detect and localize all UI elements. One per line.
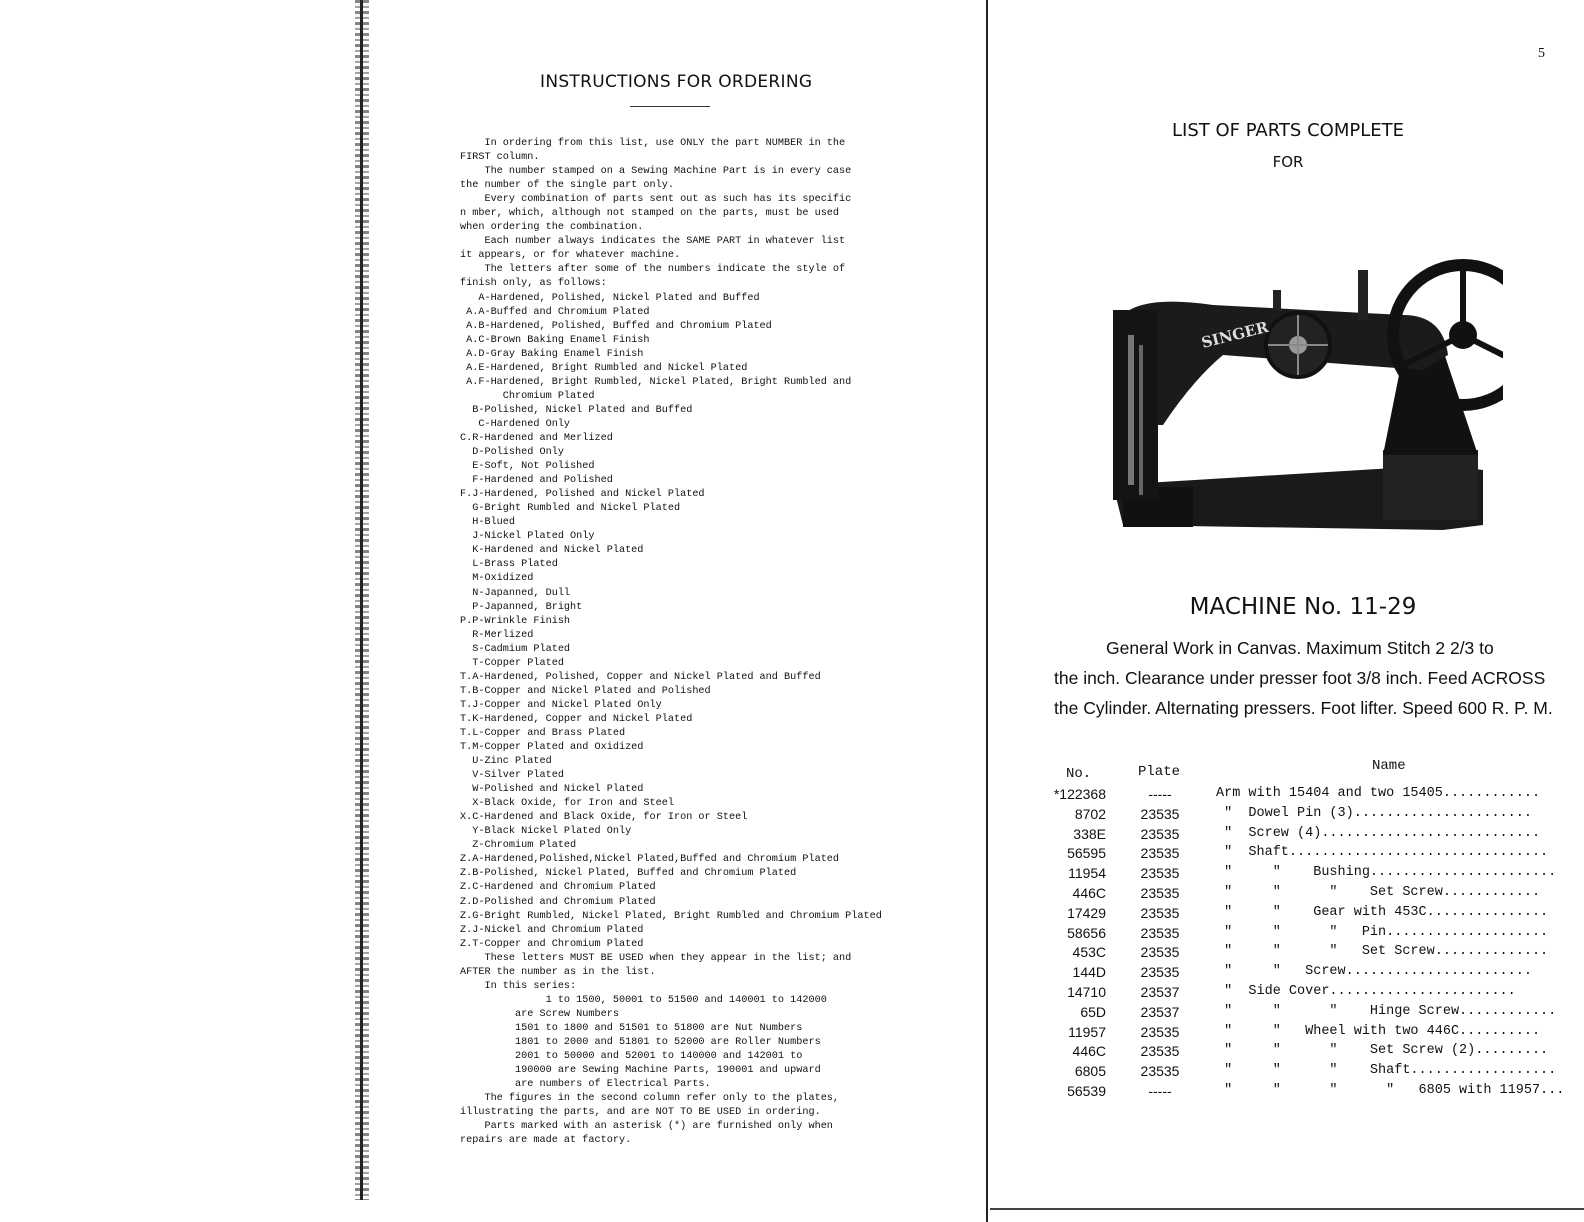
instruction-line: Z.G-Bright Rumbled, Nickel Plated, Bright Rumbled and Chromium Plated <box>460 910 882 922</box>
instruction-line: G-Bright Rumbled and Nickel Plated <box>460 503 681 515</box>
instruction-line: A.F-Hardened, Bright Rumbled, Nickel Plated, Bright Rumbled and <box>460 376 852 388</box>
part-name-cell: " " Wheel with two 446C.......... <box>1216 1023 1541 1039</box>
part-number-cell: 58656 <box>1067 924 1106 941</box>
instruction-line: Chromium Plated <box>460 390 595 402</box>
instruction-line: The number stamped on a Sewing Machine Part is in every case <box>460 166 852 178</box>
part-name-cell: " " " " 6805 with 11957... <box>1216 1082 1565 1098</box>
instruction-line: V-Silver Plated <box>460 770 564 782</box>
part-name-cell: " " Bushing....................... <box>1216 865 1557 881</box>
instruction-line: A.C-Brown Baking Enamel Finish <box>460 334 650 346</box>
instruction-line: X-Black Oxide, for Iron and Steel <box>460 798 674 810</box>
instruction-line: R-Merlized <box>460 629 534 641</box>
plate-cell: 23535 <box>1140 845 1180 862</box>
instruction-line: Y-Black Nickel Plated Only <box>460 826 632 838</box>
instruction-line: X.C-Hardened and Black Oxide, for Iron or Steel <box>460 812 748 824</box>
plate-cell: 23537 <box>1140 983 1180 1000</box>
instruction-line: T.L-Copper and Brass Plated <box>460 727 626 739</box>
plate-cell: 23535 <box>1140 865 1180 882</box>
part-name-cell: " " " Pin.................... <box>1216 924 1549 940</box>
part-name-cell: " Shaft................................ <box>1216 845 1549 861</box>
instruction-line: In ordering from this list, use ONLY the part NUMBER in the <box>460 138 846 149</box>
right-page <box>988 0 1584 1222</box>
instruction-line: n mber, which, although not stamped on the parts, must be used <box>460 208 840 220</box>
part-number-cell: 11957 <box>1068 1023 1106 1040</box>
instruction-line: U-Zinc Plated <box>460 756 552 768</box>
part-number-cell: 6805 <box>1074 1063 1106 1080</box>
instructions-text <box>460 137 882 1148</box>
plate-cell: 23535 <box>1140 825 1180 842</box>
plate-cell: 23535 <box>1140 884 1180 901</box>
part-number-cell: 65D <box>1080 1003 1106 1020</box>
instruction-line: P.P-Wrinkle Finish <box>460 615 571 627</box>
instruction-line: 190000 are Sewing Machine Parts, 190001 and upward <box>460 1065 821 1077</box>
instruction-line: are numbers of Electrical Parts. <box>460 1079 711 1091</box>
instruction-line: C.R-Hardened and Merlized <box>460 432 613 444</box>
plate-cell: 23535 <box>1140 1063 1180 1080</box>
instruction-line: E-Soft, Not Polished <box>460 461 595 473</box>
plate-cell: 23535 <box>1140 1043 1180 1060</box>
instruction-line: The figures in the second column refer only to the plates, <box>460 1093 840 1105</box>
instruction-line: W-Polished and Nickel Plated <box>460 784 644 796</box>
plate-cell: 23537 <box>1140 1003 1180 1020</box>
instruction-line: FIRST column. <box>460 152 540 164</box>
left-page <box>380 0 980 1222</box>
instruction-line: Every combination of parts sent out as such has its specific <box>460 194 852 206</box>
part-number-cell: 8702 <box>1074 805 1106 822</box>
instruction-line: S-Cadmium Plated <box>460 643 571 655</box>
instruction-line: These letters MUST BE USED when they appear in the list; and <box>460 952 852 964</box>
description-line-2: the inch. Clearance under presser foot 3/8 inch. Feed ACROSS <box>1054 668 1546 688</box>
part-name-cell: " Screw (4)........................... <box>1216 825 1541 841</box>
heading-rule <box>630 106 710 107</box>
plate-cell: 23535 <box>1140 924 1180 941</box>
instruction-line: Z.J-Nickel and Chromium Plated <box>460 924 644 936</box>
instruction-line: C-Hardened Only <box>460 418 571 430</box>
instruction-line: M-Oxidized <box>460 573 534 585</box>
part-name-cell: " " " Set Screw............ <box>1216 884 1541 900</box>
plate-cell: 23535 <box>1140 964 1180 981</box>
instruction-line: Each number always indicates the SAME PART in whatever list <box>460 236 846 248</box>
instruction-line: B-Polished, Nickel Plated and Buffed <box>460 404 693 416</box>
instruction-line: J-Nickel Plated Only <box>460 531 595 543</box>
instruction-line: L-Brass Plated <box>460 559 558 571</box>
instruction-line: A.A-Buffed and Chromium Plated <box>460 306 650 318</box>
instruction-line: when ordering the combination. <box>460 222 644 234</box>
instruction-line: Parts marked with an asterisk (*) are furnished only when <box>460 1121 833 1133</box>
part-number-cell: 14710 <box>1067 983 1106 1000</box>
instruction-line: finish only, as follows: <box>460 278 607 290</box>
column-header-no: No. <box>1066 766 1092 782</box>
instruction-line: are Screw Numbers <box>460 1008 619 1020</box>
part-name-cell: " " " Set Screw.............. <box>1216 944 1549 960</box>
plate-cell: 23535 <box>1140 904 1180 921</box>
instruction-line: A.E-Hardened, Bright Rumbled and Nickel Plated <box>460 362 748 374</box>
part-number-cell: 56539 <box>1067 1082 1106 1099</box>
instruction-line: T-Copper Plated <box>460 657 564 669</box>
binding-edge <box>360 0 363 1200</box>
instruction-line: repairs are made at factory. <box>460 1135 632 1147</box>
instruction-line: A.B-Hardened, Polished, Buffed and Chromium Plated <box>460 320 772 332</box>
instruction-line: F-Hardened and Polished <box>460 475 613 487</box>
instruction-line: H-Blued <box>460 517 516 529</box>
plate-cell: ----- <box>1148 786 1172 802</box>
instruction-line: the number of the single part only. <box>460 180 674 192</box>
part-number-cell: 11954 <box>1068 865 1106 882</box>
column-header-plate: Plate <box>1138 764 1181 780</box>
instruction-line: A.D-Gray Baking Enamel Finish <box>460 348 644 360</box>
part-number-cell: 338E <box>1073 825 1106 842</box>
description-line-1: General Work in Canvas. Maximum Stitch 2 2/3 to <box>1106 638 1494 658</box>
part-number-cell: 446C <box>1072 884 1106 901</box>
page-number: 5 <box>1538 46 1545 61</box>
part-number-cell: 17429 <box>1067 904 1106 921</box>
instruction-line: Z.B-Polished, Nickel Plated, Buffed and Chromium Plated <box>460 868 797 880</box>
part-name-cell: " " " Hinge Screw............ <box>1216 1003 1557 1019</box>
part-number-cell: 446C <box>1072 1043 1106 1060</box>
plate-cell: 23535 <box>1140 1023 1180 1040</box>
parts-list-subtitle: FOR <box>1272 153 1304 171</box>
instruction-line: Z.T-Copper and Chromium Plated <box>460 938 644 950</box>
instruction-line: it appears, or for whatever machine. <box>460 250 681 262</box>
part-name-cell: " " " Set Screw (2)......... <box>1216 1043 1549 1059</box>
instruction-line: P-Japanned, Bright <box>460 601 583 613</box>
instruction-line: The letters after some of the numbers indicate the style of <box>460 264 846 276</box>
instruction-line: 1 to 1500, 50001 to 51500 and 140001 to 142000 <box>460 994 827 1006</box>
instruction-line: D-Polished Only <box>460 447 564 459</box>
part-name-cell: " " Screw....................... <box>1216 964 1532 980</box>
part-name-cell: " " Gear with 453C............... <box>1216 904 1549 920</box>
sewing-machine-illustration <box>1083 255 1503 545</box>
instruction-line: T.A-Hardened, Polished, Copper and Nickel Plated and Buffed <box>460 671 821 683</box>
instruction-line: T.B-Copper and Nickel Plated and Polished <box>460 685 711 697</box>
instruction-line: F.J-Hardened, Polished and Nickel Plated <box>460 489 705 501</box>
instruction-line: 2001 to 50000 and 52001 to 140000 and 142001 to <box>460 1051 803 1063</box>
part-name-cell: " " " Shaft.................. <box>1216 1063 1557 1079</box>
part-number-cell: *122368 <box>1053 786 1106 802</box>
brand-text: SINGER <box>1199 317 1271 352</box>
part-number-cell: 144D <box>1072 964 1106 981</box>
plate-cell: ----- <box>1148 1082 1172 1099</box>
plate-cell: 23535 <box>1140 944 1180 961</box>
instruction-line: Z.A-Hardened,Polished,Nickel Plated,Buffed and Chromium Plated <box>460 854 840 866</box>
instruction-line: T.K-Hardened, Copper and Nickel Plated <box>460 713 693 725</box>
instruction-line: illustrating the parts, and are NOT TO BE USED in ordering. <box>460 1107 821 1119</box>
instruction-line: N-Japanned, Dull <box>460 587 571 599</box>
instruction-line: AFTER the number as in the list. <box>460 966 656 978</box>
instruction-line: 1501 to 1800 and 51501 to 51800 are Nut Numbers <box>460 1022 803 1034</box>
instruction-line: Z.C-Hardened and Chromium Plated <box>460 882 656 894</box>
part-name-cell: " Dowel Pin (3)...................... <box>1216 805 1532 821</box>
part-number-cell: 453C <box>1072 944 1106 961</box>
description-line-3: the Cylinder. Alternating pressers. Foot lifter. Speed 600 R. P. M. <box>1054 698 1553 718</box>
instruction-line: Z.D-Polished and Chromium Plated <box>460 896 656 908</box>
instruction-line: 1801 to 2000 and 51801 to 52000 are Roller Numbers <box>460 1037 821 1048</box>
instruction-line: T.J-Copper and Nickel Plated Only <box>460 699 662 711</box>
parts-list-title: LIST OF PARTS COMPLETE <box>1172 120 1404 141</box>
part-name-cell: " Side Cover....................... <box>1216 983 1516 999</box>
machine-number-title: MACHINE No. 11-29 <box>1189 594 1417 620</box>
instruction-line: K-Hardened and Nickel Plated <box>460 545 644 557</box>
part-number-cell: 56595 <box>1067 845 1106 862</box>
instruction-line: A-Hardened, Polished, Nickel Plated and Buffed <box>460 292 760 304</box>
instruction-line: T.M-Copper Plated and Oxidized <box>460 742 644 754</box>
part-name-cell: Arm with 15404 and two 15405............ <box>1216 786 1541 801</box>
instruction-line: Z-Chromium Plated <box>460 840 577 852</box>
column-header-name: Name <box>1372 758 1406 774</box>
instruction-line: In this series: <box>460 980 577 992</box>
instructions-heading: INSTRUCTIONS FOR ORDERING <box>540 72 813 92</box>
plate-cell: 23535 <box>1140 805 1180 822</box>
